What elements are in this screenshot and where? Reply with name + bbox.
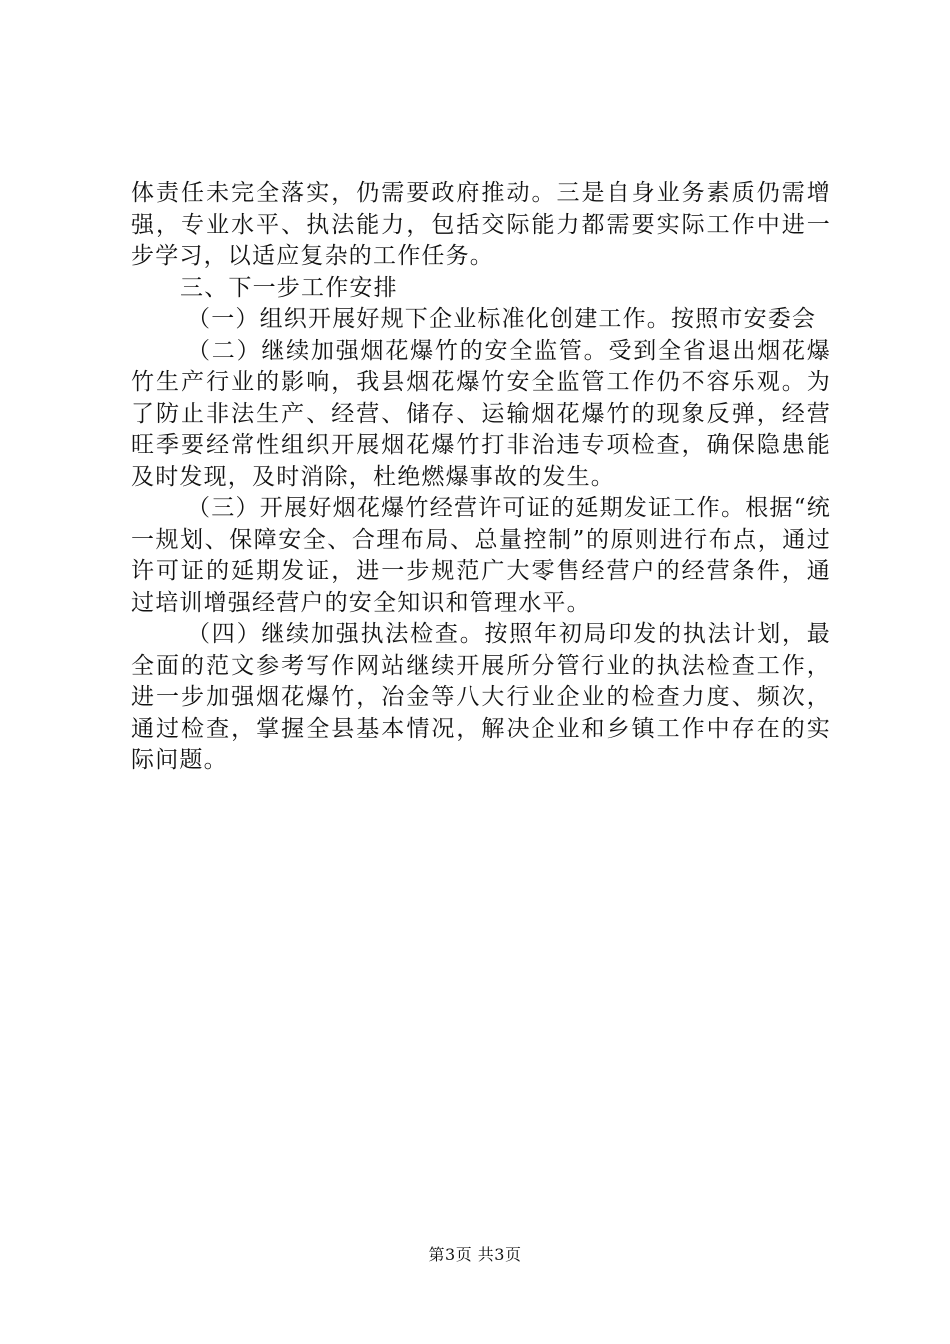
section-heading: 三、下一步工作安排 [180,274,398,301]
page-footer [0,1242,950,1265]
document-body [131,178,831,777]
paragraph-item-1: （一）组织开展好规下企业标准化创建工作。按照市安委会 [187,306,817,332]
paragraph-continuation: 体责任未完全落实，仍需要政府推动。三是自身业务素质仍需增强，专业水平、执法能力，包括交际能力都需要实际工作中进一步学习，以适应复杂的工作任务。 [131,180,831,269]
paragraph-item-4: （四）继续加强执法检查。按照年初局印发的执法计划，最全面的范文参考写作网站继续开展所分管行业的执法检查工作，进一步加强烟花爆竹，冶金等八大行业企业的检查力度、频次，通过检查，掌握全县基本情况，解决企业和乡镇工作中存在的实际问题。 [131,621,831,773]
paragraph-item-3: （三）开展好烟花爆竹经营许可证的延期发证工作。根据“统一规划、保障安全、合理布局、总量控制”的原则进行布点，通过许可证的延期发证，进一步规范广大零售经营户的经营条件，通过培训增强经营户的安全知识和管理水平。 [131,495,831,616]
page-number-label: 第3页 共3页 [428,1245,522,1264]
paragraph-item-2: （二）继续加强烟花爆竹的安全监管。受到全省退出烟花爆竹生产行业的影响，我县烟花爆竹安全监管工作仍不容乐观。为了防止非法生产、经营、储存、运输烟花爆竹的现象反弹，经营旺季要经常性组织开展烟花爆竹打非治违专项检查，确保隐患能及时发现，及时消除，杜绝燃爆事故的发生。 [131,337,831,490]
